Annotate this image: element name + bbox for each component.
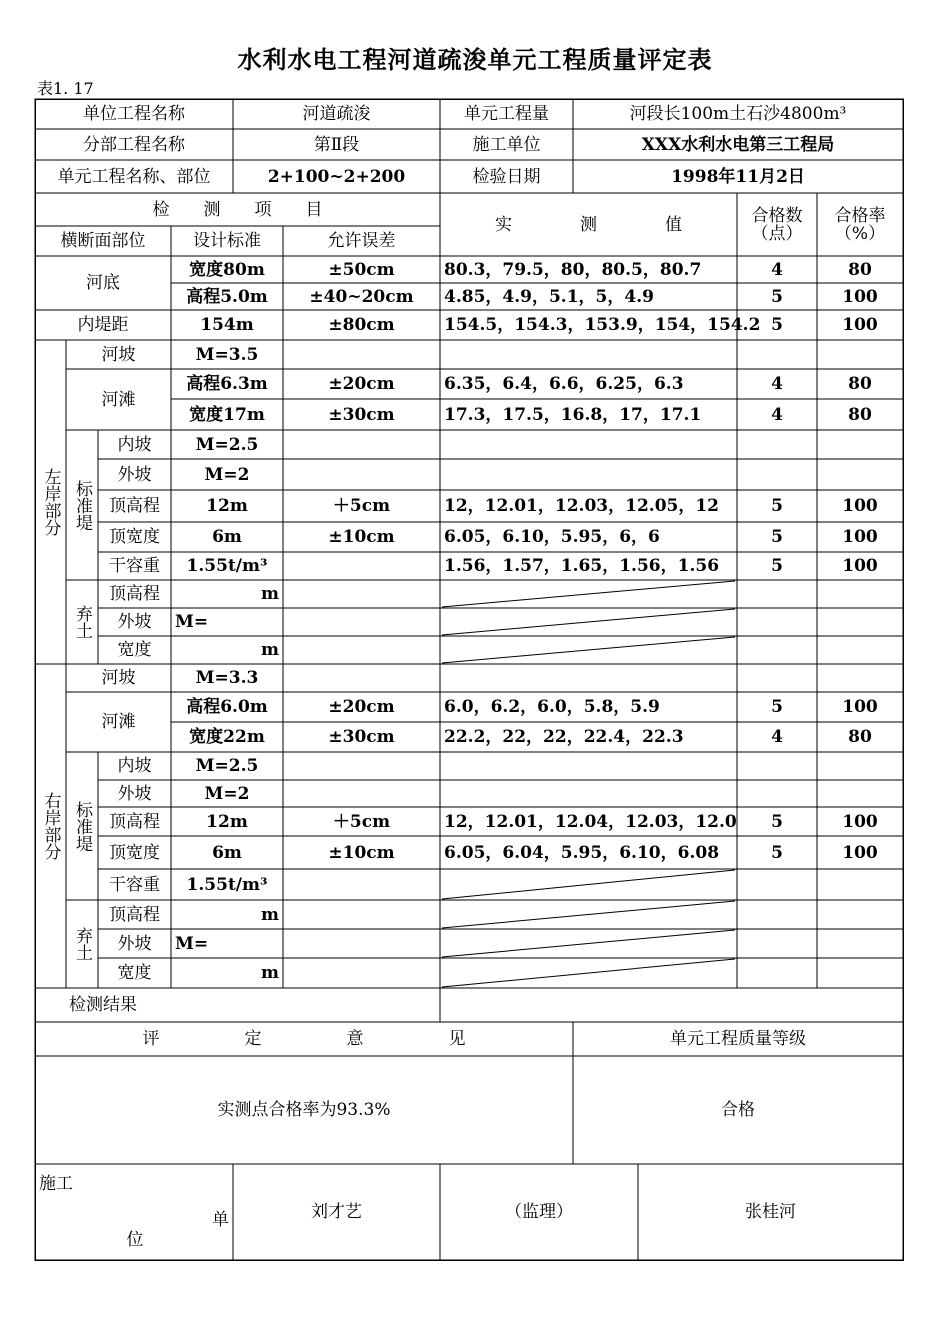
check-items-header: 检 测 项 目 [152, 199, 323, 220]
left-slope-label: 河坡 [101, 344, 136, 365]
right-top-elev-measured: 12，12.01，12.04，12.03，12.0 [444, 811, 737, 832]
contractor-label: 施工单位 [472, 134, 541, 155]
right-top-elev-label: 顶高程 [109, 811, 160, 832]
left-bank-label: 左岸部分 [40, 468, 61, 536]
right-beach-elev-pass: 5 [771, 697, 783, 717]
left-top-width-label: 顶宽度 [109, 527, 160, 547]
right-spoil-top-elev-label: 顶高程 [109, 904, 160, 925]
right-top-width-pass: 5 [771, 842, 783, 863]
opinion-text: 实测点合格率为93.3% [217, 1100, 391, 1120]
left-dry-density-design: 1.55t/m³ [186, 556, 268, 576]
left-spoil-outer-slope-label: 外坡 [117, 612, 152, 632]
contractor-signature: 刘才艺 [311, 1202, 362, 1222]
right-spoil-top-elev-design: m [261, 904, 279, 925]
element-quantity-label: 单元工程量 [464, 104, 549, 124]
right-beach-elev-tol: ±20cm [328, 697, 395, 717]
right-top-elev-design: 12m [206, 811, 248, 832]
element-name: 2+100~2+200 [267, 166, 406, 187]
left-spoil-label: 弃土 [72, 605, 92, 639]
right-slope-label: 河坡 [101, 668, 136, 688]
levee-dist-label: 内堤距 [77, 315, 129, 335]
right-top-width-label: 顶宽度 [109, 842, 160, 863]
right-spoil-outer-slope-label: 外坡 [117, 933, 152, 954]
left-beach-elev-rate: 80 [848, 374, 872, 394]
right-beach-width-part: 宽度22m [189, 727, 265, 747]
right-spoil-width-label: 宽度 [117, 963, 152, 983]
design-standard-header: 设计标准 [193, 231, 261, 251]
right-beach-width-pass: 4 [771, 727, 783, 747]
right-spoil-outer-slope-design: M= [175, 933, 209, 954]
levee-dist-design: 154m [200, 315, 254, 335]
right-beach-elev-part: 高程6.0m [186, 697, 268, 717]
right-beach-width-tol: ±30cm [328, 727, 395, 747]
left-beach-width-rate: 80 [848, 404, 872, 425]
left-beach-width-pass: 4 [771, 404, 783, 425]
bed-elev-tol: ±40~20cm [309, 286, 414, 307]
left-top-elev-tol: ＋5cm [332, 496, 391, 516]
left-top-width-tol: ±10cm [328, 527, 395, 547]
pass-rate-header: 合格率（%） [834, 205, 886, 244]
opinion-label: 评 定 意 见 [142, 1029, 466, 1049]
right-spoil-label: 弃土 [72, 927, 92, 961]
left-spoil-outer-slope-design: M= [175, 612, 209, 632]
bed-elev-part: 高程5.0m [186, 286, 268, 307]
left-inner-slope-label: 内坡 [117, 434, 152, 455]
left-beach-elev-part: 高程6.3m [186, 374, 268, 394]
strike-line [442, 609, 735, 635]
sign-unit-label-mid: 单 [212, 1210, 229, 1230]
left-beach-elev-pass: 4 [771, 374, 783, 394]
left-dry-density-pass: 5 [771, 556, 783, 576]
bed-width-tol: ±50cm [328, 259, 395, 280]
result-label: 检测结果 [69, 995, 137, 1015]
strike-line [442, 870, 735, 899]
right-inner-slope-design: M=2.5 [195, 756, 259, 776]
right-dry-density-design: 1.55t/m³ [186, 874, 268, 895]
right-inner-slope-label: 内坡 [117, 756, 152, 776]
strike-line [442, 637, 735, 663]
right-beach-width-rate: 80 [848, 727, 872, 747]
left-beach-label: 河滩 [101, 389, 136, 410]
pass-count-header: 合格数（点） [751, 205, 803, 244]
right-beach-label: 河滩 [101, 712, 136, 732]
left-dry-density-measured: 1.56，1.57，1.65，1.56，1.56 [444, 556, 720, 576]
grade-label: 单元工程质量等级 [670, 1029, 806, 1049]
left-beach-elev-tol: ±20cm [328, 374, 395, 394]
right-top-elev-rate: 100 [842, 811, 878, 832]
strike-line [442, 959, 735, 987]
left-top-width-measured: 6.05，6.10，5.95，6，6 [444, 527, 660, 547]
riverbed-label: 河底 [86, 273, 120, 293]
right-top-elev-tol: ＋5cm [332, 811, 391, 832]
left-outer-slope-design: M=2 [204, 464, 250, 485]
bed-width-measured: 80.3，79.5，80，80.5，80.7 [444, 259, 702, 280]
levee-dist-rate: 100 [842, 315, 878, 335]
levee-dist-measured: 154.5，154.3，153.9，154，154.2 [444, 315, 761, 335]
right-outer-slope-design: M=2 [204, 783, 250, 804]
table-number: 表1. 17 [37, 79, 94, 98]
left-inner-slope-design: M=2.5 [195, 434, 259, 455]
left-spoil-top-elev-label: 顶高程 [109, 584, 160, 604]
grade-value: 合格 [721, 1100, 755, 1120]
sign-unit-label-bot: 位 [126, 1230, 144, 1250]
left-top-elev-measured: 12，12.01，12.03，12.05，12 [444, 496, 720, 516]
right-top-width-rate: 100 [842, 842, 878, 863]
left-top-elev-design: 12m [206, 496, 248, 516]
left-beach-width-tol: ±30cm [328, 404, 395, 425]
right-dry-density-label: 干容重 [109, 874, 160, 895]
right-top-width-measured: 6.05，6.04，5.95，6.10，6.08 [444, 842, 720, 863]
section-part-header: 横断面部位 [60, 231, 146, 251]
measured-header: 实 测 值 [495, 214, 682, 235]
right-beach-elev-measured: 6.0，6.2，6.0，5.8，5.9 [444, 697, 660, 717]
bed-width-part: 宽度80m [189, 259, 265, 280]
bed-elev-measured: 4.85，4.9，5.1，5，4.9 [444, 286, 654, 307]
tolerance-header: 允许误差 [327, 231, 396, 251]
left-dry-density-rate: 100 [842, 556, 878, 576]
division-name-label: 分部工程名称 [83, 134, 185, 155]
right-beach-elev-rate: 100 [842, 697, 878, 717]
strike-line [442, 901, 735, 928]
element-name-label: 单元工程名称、部位 [57, 166, 211, 187]
inspection-date: 1998年11月2日 [671, 166, 805, 187]
right-top-elev-pass: 5 [771, 811, 783, 832]
bed-width-pass: 4 [771, 259, 783, 280]
left-std-levee-label: 标准堤 [72, 479, 92, 531]
right-top-width-tol: ±10cm [328, 842, 395, 863]
right-outer-slope-label: 外坡 [117, 783, 152, 804]
inspection-date-label: 检验日期 [472, 166, 541, 187]
left-top-width-pass: 5 [771, 527, 783, 547]
sign-unit-label-top: 施工 [39, 1174, 73, 1194]
left-spoil-width-label: 宽度 [117, 640, 152, 660]
left-top-elev-rate: 100 [842, 496, 878, 516]
left-beach-width-measured: 17.3，17.5，16.8，17，17.1 [444, 404, 702, 425]
division-name: 第Ⅱ段 [313, 134, 360, 155]
right-std-levee-label: 标准堤 [72, 800, 92, 852]
right-beach-width-measured: 22.2，22，22，22.4，22.3 [444, 727, 684, 747]
left-top-elev-pass: 5 [771, 496, 783, 516]
levee-dist-tol: ±80cm [328, 315, 395, 335]
strike-line [442, 930, 735, 957]
strike-line [442, 581, 735, 607]
levee-dist-pass: 5 [771, 315, 783, 335]
left-dry-density-label: 干容重 [109, 556, 160, 576]
element-quantity: 河段长100m土石沙4800m³ [629, 104, 847, 124]
supervisor-signature: 张桂河 [745, 1202, 796, 1222]
left-slope-value: M=3.5 [195, 344, 259, 365]
left-top-width-rate: 100 [842, 527, 878, 547]
contractor: XXX水利水电第三工程局 [641, 134, 835, 155]
right-bank-label: 右岸部分 [40, 792, 61, 860]
right-spoil-width-design: m [261, 963, 279, 983]
unit-project-name: 河道疏浚 [302, 104, 371, 124]
left-spoil-width-design: m [261, 640, 279, 660]
left-top-width-design: 6m [212, 527, 242, 547]
left-beach-width-part: 宽度17m [189, 404, 265, 425]
bed-elev-rate: 100 [842, 286, 878, 307]
supervisor-label: （监理） [505, 1202, 573, 1222]
left-outer-slope-label: 外坡 [117, 464, 152, 485]
left-spoil-top-elev-design: m [261, 584, 279, 604]
unit-project-name-label: 单位工程名称 [83, 104, 185, 124]
left-beach-elev-measured: 6.35，6.4，6.6，6.25，6.3 [444, 374, 684, 394]
bed-elev-pass: 5 [771, 286, 783, 307]
right-slope-value: M=3.3 [195, 668, 259, 688]
right-top-width-design: 6m [212, 842, 242, 863]
left-top-elev-label: 顶高程 [109, 496, 160, 516]
bed-width-rate: 80 [848, 259, 872, 280]
form-title: 水利水电工程河道疏浚单元工程质量评定表 [237, 45, 713, 74]
